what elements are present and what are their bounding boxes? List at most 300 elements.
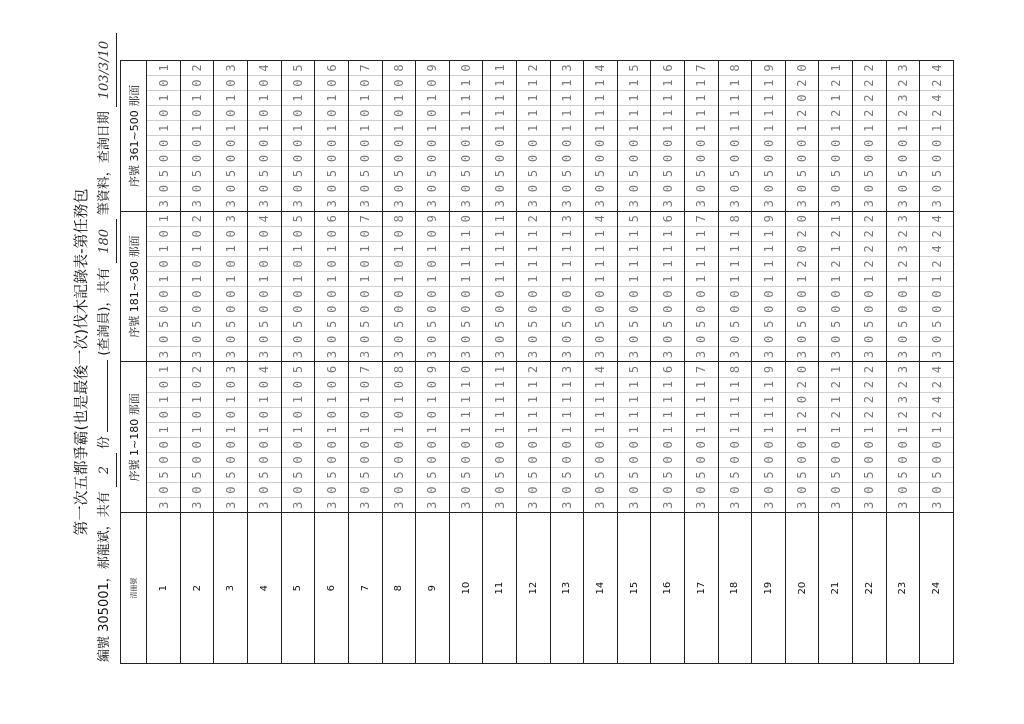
digit-box: 3: [282, 497, 315, 512]
digit-box: 1: [752, 377, 785, 392]
digit-boxes: [920, 363, 953, 513]
digit-box: 6: [324, 64, 339, 72]
digit-box: 3: [651, 497, 684, 512]
digit-box: 3: [887, 90, 920, 105]
digit-box: 2: [853, 407, 886, 422]
record-sheet: [70, 40, 954, 664]
digit-box: 1: [147, 241, 180, 256]
digit-box: 1: [752, 90, 785, 105]
digit-box: 0: [214, 452, 247, 467]
row-index: 13: [550, 513, 584, 664]
digit-boxes: [651, 212, 684, 362]
digit-box: 3: [853, 346, 886, 361]
digit-box: 8: [391, 365, 406, 374]
digit-box: 1: [651, 392, 684, 407]
digit-box: 1: [483, 241, 516, 256]
digit-box: 1: [719, 256, 752, 271]
digit-box: 1: [685, 105, 718, 120]
digit-box: 1: [483, 226, 516, 241]
digit-box: 5: [248, 166, 281, 181]
digit-box: 0: [383, 135, 416, 150]
code-cell: [180, 211, 214, 362]
digit-box: 3: [214, 497, 247, 512]
digit-box: 1: [685, 256, 718, 271]
digit-box: 3: [651, 196, 684, 211]
digit-box: 5: [517, 316, 550, 331]
digit-box: 1: [719, 271, 752, 286]
digit-box: 3: [920, 497, 953, 512]
digit-box: 5: [315, 467, 348, 482]
digit-box: 5: [214, 166, 247, 181]
digit-box: 1: [685, 392, 718, 407]
digit-box: 1: [584, 105, 617, 120]
code-cell: [516, 211, 550, 362]
digit-box: 2: [887, 105, 920, 120]
digit-box: 9: [761, 215, 776, 223]
digit-box: 3: [248, 346, 281, 361]
digit-box: 0: [887, 286, 920, 301]
digit-box: 3: [483, 497, 516, 512]
digit-box: 1: [685, 120, 718, 135]
digit-box: 1: [828, 64, 843, 72]
digit-box: 1: [618, 422, 651, 437]
digit-box: 0: [752, 135, 785, 150]
digit-box: 5: [819, 316, 852, 331]
digit-box: 1: [887, 422, 920, 437]
digit-box: 0: [248, 135, 281, 150]
digit-box: 0: [248, 377, 281, 392]
digit-box: 0: [517, 181, 550, 196]
code-cell: [550, 211, 584, 362]
digit-box: 1: [618, 241, 651, 256]
code-cell: [718, 362, 752, 513]
digit-box: 1: [651, 120, 684, 135]
digit-box: 3: [349, 196, 382, 211]
digit-box: 1: [383, 422, 416, 437]
digit-box: 1: [584, 407, 617, 422]
digit-box: 0: [214, 181, 247, 196]
digit-box: 0: [786, 452, 819, 467]
digit-box: 3: [349, 497, 382, 512]
digit-boxes: [517, 363, 550, 513]
code-cell: [819, 61, 853, 212]
digit-box: 0: [416, 301, 449, 316]
copies-handwritten: 2: [94, 453, 117, 487]
digit-box: 1: [147, 271, 180, 286]
digit-box: 3: [559, 64, 574, 72]
digit-box: 0: [248, 437, 281, 452]
digit-box: 0: [819, 452, 852, 467]
digit-box: 1: [517, 105, 550, 120]
digit-box: 1: [584, 120, 617, 135]
digit-box: 0: [752, 437, 785, 452]
digit-box: 0: [920, 150, 953, 165]
digit-box: 0: [786, 392, 819, 407]
digit-boxes: [416, 363, 449, 513]
digit-box: 0: [282, 482, 315, 497]
digit-box: 3: [887, 497, 920, 512]
digit-box: 0: [315, 181, 348, 196]
digit-box: 6: [660, 64, 675, 72]
digit-box: 0: [651, 286, 684, 301]
digit-box: 3: [920, 196, 953, 211]
digit-box: 0: [786, 286, 819, 301]
digit-box: 0: [147, 452, 180, 467]
digit-box: 4: [593, 215, 608, 223]
digit-box: 0: [349, 181, 382, 196]
digit-box: 0: [795, 64, 810, 72]
digit-boxes: [248, 212, 281, 362]
digit-box: 1: [651, 271, 684, 286]
digit-box: 5: [887, 166, 920, 181]
digit-boxes: [618, 212, 651, 362]
digit-box: 4: [920, 90, 953, 105]
table-row: [281, 61, 315, 664]
digit-box: 1: [752, 422, 785, 437]
code-cell: [718, 61, 752, 212]
digit-box: 0: [853, 150, 886, 165]
digit-boxes: [483, 212, 516, 362]
code-cell: [416, 61, 450, 212]
digit-box: 0: [282, 437, 315, 452]
digit-box: 0: [147, 135, 180, 150]
digit-box: 1: [282, 90, 315, 105]
digit-box: 5: [517, 467, 550, 482]
digit-box: 5: [147, 467, 180, 482]
digit-box: 1: [416, 90, 449, 105]
digit-box: 1: [551, 392, 584, 407]
row-index: 3: [214, 513, 248, 664]
digit-box: 5: [685, 316, 718, 331]
digit-box: 1: [349, 241, 382, 256]
digit-box: 7: [694, 365, 709, 374]
digit-box: 1: [416, 392, 449, 407]
digit-box: 0: [685, 286, 718, 301]
digit-box: 0: [483, 331, 516, 346]
digit-box: 1: [483, 271, 516, 286]
digit-box: 3: [584, 497, 617, 512]
digit-box: 4: [929, 215, 944, 223]
digit-box: 0: [214, 286, 247, 301]
code-cell: [819, 362, 853, 513]
digit-box: 0: [315, 105, 348, 120]
code-cell: [584, 362, 618, 513]
digit-box: 1: [887, 271, 920, 286]
digit-box: 0: [214, 377, 247, 392]
digit-box: 3: [887, 196, 920, 211]
digit-box: 0: [214, 75, 247, 90]
digit-boxes: [416, 212, 449, 362]
digit-box: 5: [853, 467, 886, 482]
digit-box: 2: [853, 392, 886, 407]
digit-box: 3: [786, 497, 819, 512]
digit-box: 0: [853, 135, 886, 150]
digit-box: 0: [483, 482, 516, 497]
digit-box: 6: [324, 215, 339, 223]
digit-box: 3: [618, 196, 651, 211]
digit-box: 2: [853, 90, 886, 105]
digit-box: 5: [618, 166, 651, 181]
digit-box: 3: [315, 497, 348, 512]
digit-box: 1: [685, 241, 718, 256]
digit-box: 3: [282, 196, 315, 211]
digit-box: 1: [517, 407, 550, 422]
digit-box: 5: [651, 316, 684, 331]
digit-box: 0: [920, 452, 953, 467]
digit-box: 1: [315, 90, 348, 105]
digit-boxes: [685, 212, 718, 362]
digit-box: 0: [584, 437, 617, 452]
digit-boxes: [685, 363, 718, 513]
digit-box: 5: [214, 467, 247, 482]
digit-box: 1: [551, 75, 584, 90]
digit-box: 0: [383, 286, 416, 301]
digit-box: 0: [651, 150, 684, 165]
digit-box: 2: [190, 64, 205, 72]
digit-box: 7: [358, 365, 373, 374]
digit-box: 5: [349, 467, 382, 482]
digit-box: 0: [786, 150, 819, 165]
digit-box: 1: [551, 241, 584, 256]
digit-box: 0: [416, 181, 449, 196]
digit-box: 8: [391, 215, 406, 223]
digit-box: 4: [593, 64, 608, 72]
code-cell: [147, 211, 181, 362]
digit-box: 3: [618, 346, 651, 361]
digit-box: 0: [315, 286, 348, 301]
digit-box: 1: [282, 271, 315, 286]
digit-box: 1: [450, 377, 483, 392]
digit-box: 1: [920, 422, 953, 437]
digit-box: 0: [685, 135, 718, 150]
code-cell: [348, 61, 382, 212]
digit-box: 1: [214, 392, 247, 407]
digit-box: 9: [761, 64, 776, 72]
digit-box: 0: [786, 181, 819, 196]
digit-box: 5: [853, 316, 886, 331]
digit-box: 5: [719, 166, 752, 181]
digit-box: 1: [551, 407, 584, 422]
digit-box: 3: [685, 346, 718, 361]
code-cell: [416, 211, 450, 362]
digit-box: 3: [383, 196, 416, 211]
digit-box: 0: [920, 482, 953, 497]
digit-box: 1: [828, 215, 843, 223]
digit-boxes: [315, 212, 348, 362]
digit-box: 0: [584, 135, 617, 150]
code-cell: [382, 362, 416, 513]
digit-box: 5: [920, 467, 953, 482]
digit-box: 3: [786, 346, 819, 361]
digit-box: 1: [181, 241, 214, 256]
digit-box: 0: [349, 226, 382, 241]
digit-box: 1: [752, 407, 785, 422]
digit-box: 1: [685, 422, 718, 437]
digit-box: 5: [887, 467, 920, 482]
digit-box: 0: [214, 301, 247, 316]
digit-box: 0: [483, 437, 516, 452]
digit-box: 3: [517, 497, 550, 512]
code-cell: [214, 61, 248, 212]
digit-boxes: [214, 61, 247, 211]
digit-boxes: [920, 61, 953, 211]
digit-box: 0: [719, 482, 752, 497]
digit-boxes: [584, 61, 617, 211]
digit-box: 1: [492, 215, 507, 223]
digit-box: 3: [584, 346, 617, 361]
digit-box: 1: [416, 120, 449, 135]
code-cell: [920, 362, 954, 513]
code-cell: [550, 61, 584, 212]
digit-boxes: [584, 212, 617, 362]
digit-box: 5: [450, 166, 483, 181]
code-cell: [853, 211, 887, 362]
digit-box: 5: [483, 467, 516, 482]
digit-box: 5: [786, 467, 819, 482]
digit-box: 0: [483, 150, 516, 165]
digit-box: 3: [819, 346, 852, 361]
digit-box: 3: [147, 196, 180, 211]
digit-box: 0: [786, 437, 819, 452]
digit-box: 0: [618, 452, 651, 467]
digit-box: 0: [459, 365, 474, 374]
digit-boxes: [282, 363, 315, 513]
code-cell: [651, 211, 685, 362]
code-cell: [516, 362, 550, 513]
digit-box: 1: [584, 256, 617, 271]
digit-box: 1: [752, 105, 785, 120]
digit-box: 5: [181, 166, 214, 181]
digit-box: 0: [483, 286, 516, 301]
digit-box: 2: [862, 64, 877, 72]
digit-box: 0: [651, 135, 684, 150]
digit-box: 0: [719, 150, 752, 165]
digit-box: 4: [929, 365, 944, 374]
digit-boxes: [685, 61, 718, 211]
digit-box: 5: [887, 316, 920, 331]
digit-box: 0: [483, 181, 516, 196]
digit-box: 5: [483, 166, 516, 181]
digit-box: 3: [214, 346, 247, 361]
digit-box: 5: [248, 316, 281, 331]
row-index: 10: [449, 513, 483, 664]
digit-box: 0: [214, 226, 247, 241]
digit-box: 0: [181, 437, 214, 452]
digit-box: 0: [719, 181, 752, 196]
digit-box: 0: [651, 181, 684, 196]
digit-box: 5: [685, 467, 718, 482]
digit-box: 0: [450, 482, 483, 497]
digit-box: 0: [282, 286, 315, 301]
digit-box: 1: [416, 271, 449, 286]
digit-box: 0: [450, 452, 483, 467]
digit-box: 0: [752, 181, 785, 196]
digit-box: 0: [349, 452, 382, 467]
digit-box: 5: [786, 166, 819, 181]
digit-box: 5: [618, 316, 651, 331]
digit-box: 5: [450, 316, 483, 331]
digit-box: 0: [349, 256, 382, 271]
digit-box: 3: [887, 241, 920, 256]
digit-box: 3: [752, 497, 785, 512]
digit-box: 2: [920, 75, 953, 90]
index-column-header: 清冊號: [121, 513, 147, 664]
digit-box: 1: [181, 271, 214, 286]
digit-box: 0: [282, 452, 315, 467]
digit-box: 2: [920, 105, 953, 120]
digit-box: 1: [517, 377, 550, 392]
digit-box: 0: [795, 365, 810, 374]
digit-box: 7: [694, 64, 709, 72]
digit-box: 8: [727, 64, 742, 72]
digit-boxes: [483, 363, 516, 513]
digit-box: 1: [786, 120, 819, 135]
digit-boxes: [315, 61, 348, 211]
digit-box: 1: [819, 392, 852, 407]
digit-box: 0: [147, 331, 180, 346]
digit-box: 6: [660, 365, 675, 374]
digit-box: 5: [627, 365, 642, 374]
table-row: [180, 61, 214, 664]
digit-box: 1: [618, 75, 651, 90]
digit-box: 1: [719, 75, 752, 90]
digit-box: 0: [214, 482, 247, 497]
digit-box: 5: [685, 166, 718, 181]
digit-box: 0: [618, 135, 651, 150]
digit-box: 2: [920, 377, 953, 392]
digit-box: 2: [786, 105, 819, 120]
code-cell: [920, 211, 954, 362]
digit-box: 4: [920, 392, 953, 407]
digit-box: 1: [920, 271, 953, 286]
digit-box: 3: [181, 196, 214, 211]
digit-box: 0: [752, 452, 785, 467]
digit-box: 1: [517, 120, 550, 135]
digit-box: 0: [181, 75, 214, 90]
digit-box: 0: [181, 377, 214, 392]
digit-box: 3: [147, 346, 180, 361]
table-row: [920, 61, 954, 664]
digit-boxes: [383, 363, 416, 513]
digit-box: 1: [719, 422, 752, 437]
row-index: 4: [248, 513, 282, 664]
digit-box: 1: [315, 241, 348, 256]
digit-box: 4: [929, 64, 944, 72]
code-cell: [584, 61, 618, 212]
digit-box: 3: [920, 346, 953, 361]
digit-box: 0: [887, 135, 920, 150]
digit-box: 0: [551, 181, 584, 196]
digit-box: 1: [315, 271, 348, 286]
digit-box: 2: [853, 256, 886, 271]
digit-box: 0: [416, 150, 449, 165]
column-header-3: 序號 361~500 那面: [121, 61, 147, 212]
digit-box: 0: [920, 286, 953, 301]
digit-box: 1: [517, 241, 550, 256]
code-cell: [315, 61, 349, 212]
row-index: 11: [483, 513, 517, 664]
digit-box: 0: [181, 482, 214, 497]
code-cell: [180, 362, 214, 513]
digit-box: 2: [853, 75, 886, 90]
digit-box: 1: [492, 365, 507, 374]
code-cell: [147, 362, 181, 513]
digit-box: 0: [719, 135, 752, 150]
digit-box: 1: [315, 120, 348, 135]
digit-box: 1: [147, 90, 180, 105]
code-cell: [853, 61, 887, 212]
digit-box: 4: [257, 215, 272, 223]
